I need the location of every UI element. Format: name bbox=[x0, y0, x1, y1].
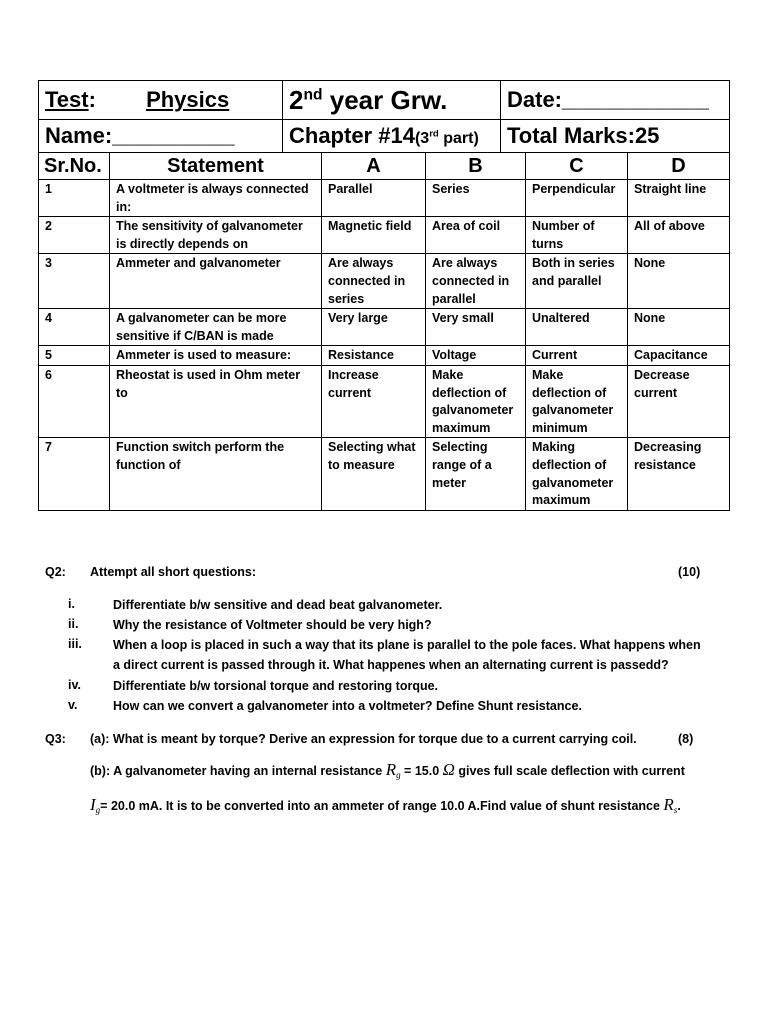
q2-item-number: ii. bbox=[68, 617, 79, 631]
q2-item-number: v. bbox=[68, 698, 78, 712]
col-header-b: B bbox=[426, 153, 526, 180]
q3-part-b-text-line2: = 20.0 mA. It is to be converted into an ammeter of range 10.0 A.Find value of shunt resistance bbox=[100, 799, 664, 813]
cell-option-d: Capacitance bbox=[628, 346, 730, 366]
q2-item-text: How can we convert a galvanometer into a voltmeter? Define Shunt resistance. bbox=[113, 699, 582, 713]
col-header-d: D bbox=[628, 153, 730, 180]
cell-option-b: Are always connected in parallel bbox=[426, 254, 526, 309]
header-table bbox=[38, 80, 730, 153]
chapter-cell bbox=[283, 120, 501, 153]
rs-subscript: s bbox=[673, 805, 678, 815]
cell-statement: A voltmeter is always connected in: bbox=[110, 180, 322, 217]
name-field: Name:__________ bbox=[39, 120, 283, 153]
cell-statement: The sensitivity of galvanometer is directly depends on bbox=[110, 217, 322, 254]
cell-srno: 2 bbox=[39, 217, 110, 254]
q2-item-text: Differentiate b/w torsional torque and restoring torque. bbox=[113, 679, 439, 693]
cell-option-b: Series bbox=[426, 180, 526, 217]
q2-label: Q2: bbox=[45, 565, 66, 579]
mcq-header-row bbox=[39, 153, 730, 180]
cell-option-d: All of above bbox=[628, 217, 730, 254]
table-row bbox=[39, 365, 730, 437]
cell-option-b: Voltage bbox=[426, 346, 526, 366]
q3-part-b-text-end: gives full scale deflection with current bbox=[454, 764, 685, 778]
year-text: year Grw. bbox=[322, 84, 448, 115]
period: . bbox=[677, 799, 681, 813]
q2-item-text: Why the resistance of Voltmeter should be very high? bbox=[113, 618, 432, 632]
cell-option-a: Increase current bbox=[322, 365, 426, 437]
cell-option-b: Selecting range of a meter bbox=[426, 438, 526, 510]
cell-option-c: Both in series and parallel bbox=[526, 254, 628, 309]
cell-option-d: None bbox=[628, 309, 730, 346]
cell-option-c: Make deflection of galvanometer minimum bbox=[526, 365, 628, 437]
q2-item-number: i. bbox=[68, 597, 75, 611]
test-paper bbox=[38, 80, 729, 511]
cell-statement: A galvanometer can be more sensitive if C/BAN is made bbox=[110, 309, 322, 346]
subject: Physics bbox=[146, 87, 230, 112]
cell-option-a: Are always connected in series bbox=[322, 254, 426, 309]
cell-srno: 4 bbox=[39, 309, 110, 346]
cell-option-a: Parallel bbox=[322, 180, 426, 217]
cell-srno: 5 bbox=[39, 346, 110, 366]
q3-part-a: (a): What is meant by torque? Derive an expression for torque due to a current carrying coil. bbox=[90, 732, 637, 746]
mcq-table bbox=[38, 152, 730, 511]
col-header-a: A bbox=[322, 153, 426, 180]
q3-marks: (8) bbox=[678, 732, 694, 746]
date-field: Date:____________ bbox=[501, 81, 730, 120]
test-subject-cell bbox=[39, 81, 283, 120]
cell-option-d: Decrease current bbox=[628, 365, 730, 437]
total-marks: Total Marks:25 bbox=[501, 120, 730, 153]
chapter-main: Chapter #14 bbox=[289, 123, 415, 148]
ig-subscript: g bbox=[95, 805, 101, 815]
cell-statement: Function switch perform the function of bbox=[110, 438, 322, 510]
table-row bbox=[39, 180, 730, 217]
omega-symbol: Ω bbox=[442, 760, 455, 779]
cell-option-c: Perpendicular bbox=[526, 180, 628, 217]
table-row bbox=[39, 309, 730, 346]
cell-statement: Rheostat is used in Ohm meter to bbox=[110, 365, 322, 437]
cell-statement: Ammeter is used to measure: bbox=[110, 346, 322, 366]
cell-option-c: Making deflection of galvanometer maximum bbox=[526, 438, 628, 510]
cell-option-b: Area of coil bbox=[426, 217, 526, 254]
cell-option-b: Make deflection of galvanometer maximum bbox=[426, 365, 526, 437]
q2-marks: (10) bbox=[678, 565, 701, 579]
q2-item-text: Differentiate b/w sensitive and dead beat galvanometer. bbox=[113, 598, 443, 612]
rg-value: = 15.0 bbox=[400, 764, 443, 778]
cell-option-c: Number of turns bbox=[526, 217, 628, 254]
chapter-paren: (3 bbox=[414, 130, 430, 147]
cell-option-d: Straight line bbox=[628, 180, 730, 217]
col-header-statement: Statement bbox=[110, 153, 322, 180]
class-year bbox=[283, 81, 501, 120]
table-row bbox=[39, 254, 730, 309]
q2-item-number: iii. bbox=[68, 637, 82, 651]
rg-symbol: R bbox=[385, 760, 397, 779]
year-sup: nd bbox=[303, 85, 323, 103]
cell-option-a: Resistance bbox=[322, 346, 426, 366]
q3-part-b-line1 bbox=[90, 760, 730, 785]
cell-srno: 1 bbox=[39, 180, 110, 217]
test-label: Test bbox=[45, 87, 89, 112]
q3-part-b-line2 bbox=[90, 795, 730, 820]
cell-option-c: Unaltered bbox=[526, 309, 628, 346]
chapter-sup: rd bbox=[429, 128, 439, 140]
table-row bbox=[39, 217, 730, 254]
q2-item-number: iv. bbox=[68, 678, 81, 692]
rs-symbol: R bbox=[663, 795, 674, 814]
q3-label: Q3: bbox=[45, 732, 66, 746]
rg-subscript: g bbox=[396, 770, 401, 780]
q3-part-b-text: (b): A galvanometer having an internal resistance bbox=[90, 764, 386, 778]
cell-statement: Ammeter and galvanometer bbox=[110, 254, 322, 309]
ig-symbol: I bbox=[90, 795, 96, 814]
col-header-c: C bbox=[526, 153, 628, 180]
cell-option-a: Very large bbox=[322, 309, 426, 346]
year-number: 2 bbox=[289, 84, 304, 115]
cell-option-d: Decreasing resistance bbox=[628, 438, 730, 510]
q2-title: Attempt all short questions: bbox=[90, 565, 256, 579]
cell-srno: 6 bbox=[39, 365, 110, 437]
test-colon: : bbox=[88, 87, 96, 112]
cell-srno: 7 bbox=[39, 438, 110, 510]
cell-option-d: None bbox=[628, 254, 730, 309]
col-header-srno: Sr.No. bbox=[39, 153, 110, 180]
cell-option-b: Very small bbox=[426, 309, 526, 346]
cell-option-c: Current bbox=[526, 346, 628, 366]
table-row bbox=[39, 438, 730, 510]
cell-option-a: Selecting what to measure bbox=[322, 438, 426, 510]
cell-srno: 3 bbox=[39, 254, 110, 309]
q2-item-text: When a loop is placed in such a way that its plane is parallel to the pole faces. What happens when a direct current is passed through it. What happenes when an alternating current is passedd? bbox=[113, 638, 701, 672]
table-row bbox=[39, 346, 730, 366]
chapter-part: part) bbox=[438, 130, 479, 147]
cell-option-a: Magnetic field bbox=[322, 217, 426, 254]
